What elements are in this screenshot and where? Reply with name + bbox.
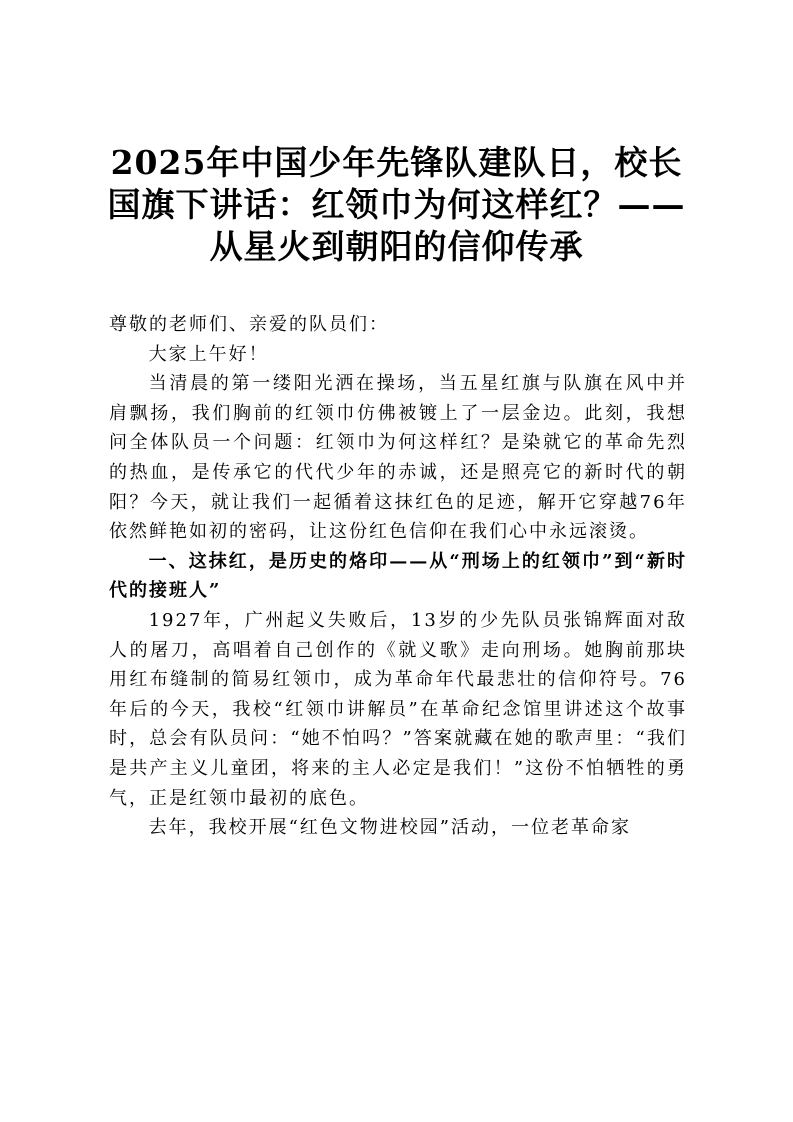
salutation: 尊敬的老师们、亲爱的队员们： — [109, 314, 389, 335]
greeting: 大家上午好！ — [148, 343, 269, 365]
paragraph-section1-1: 1927年，广州起义失败后，13岁的少先队员张锦辉面对敌人的屠刀，高唱着自己创作的《就义歌》走向刑场。她胸前那块用红布缝制的简易红领巾，成为革命年代最悲壮的信仰符号。76年后的今天，我校“红领巾讲解员”在革命纪念馆里讲述这个故事时，总会有队员问：“她不怕吗？”答案就藏在她的歌声里：“我们是共产主义儿童团，将来的主人必定是我们！”这份不怕牺牲的勇气，正是红领巾最初的底色。 — [109, 609, 687, 809]
paragraph-section1-2: 去年，我校开展“红色文物进校园”活动，一位老革命家 — [148, 817, 631, 839]
document-title: 2025年中国少年先锋队建队日，校长国旗下讲话：红领巾为何这样红？——从星火到朝阳的信仰传承 — [107, 143, 686, 266]
section-heading-1: 一、这抹红，是历史的烙印——从“刑场上的红领巾”到“新时代的接班人” — [109, 550, 687, 602]
document-body — [109, 310, 687, 843]
paragraph-intro: 当清晨的第一缕阳光洒在操场，当五星红旗与队旗在风中并肩飘扬，我们胸前的红领巾仿佛被镀上了一层金边。此刻，我想问全体队员一个问题：红领巾为何这样红？是染就它的革命先烈的热血，是传承它的代代少年的赤诚，还是照亮它的新时代的朝阳？今天，就让我们一起循着这抹红色的足迹，解开它穿越76年依然鲜艳如初的密码，让这份红色信仰在我们心中永远滚烫。 — [109, 373, 687, 543]
